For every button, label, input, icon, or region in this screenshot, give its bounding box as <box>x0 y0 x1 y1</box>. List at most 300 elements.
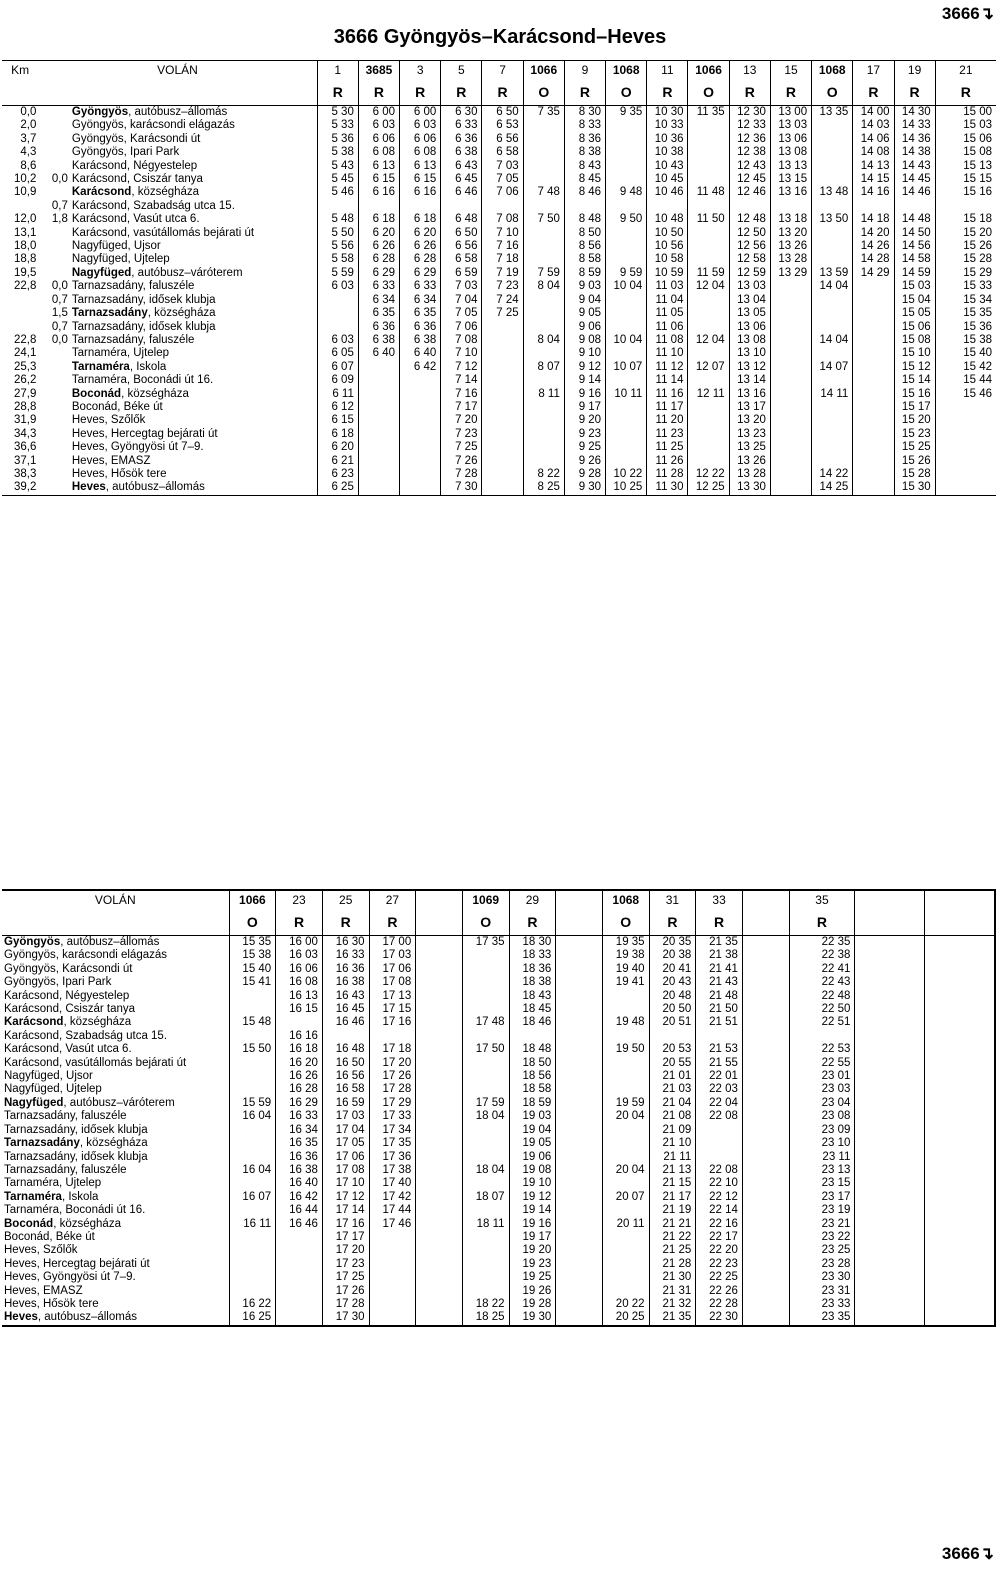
departure-time: 5 58 <box>317 253 358 266</box>
departure-time: 13 04 <box>729 294 770 307</box>
departure-time: 15 50 <box>229 1043 276 1056</box>
departure-time <box>925 1231 995 1244</box>
departure-time: 9 03 <box>564 280 605 293</box>
departure-time: 15 38 <box>229 949 276 962</box>
departure-time <box>688 200 729 213</box>
stop-name-main: Heves <box>71 481 106 494</box>
departure-time <box>812 160 853 173</box>
departure-time: 13 03 <box>770 119 811 132</box>
departure-time: 19 06 <box>509 1151 556 1164</box>
departure-time: 19 23 <box>509 1258 556 1271</box>
km-value: 12,0 <box>13 213 37 226</box>
departure-time: 14 43 <box>894 160 935 173</box>
departure-time: 15 41 <box>229 976 276 989</box>
departure-time <box>482 374 523 387</box>
departure-time <box>358 374 399 387</box>
departure-time: 13 30 <box>729 481 770 495</box>
departure-time: 10 33 <box>647 119 688 132</box>
departure-time <box>742 1311 789 1325</box>
departure-time <box>742 990 789 1003</box>
train-number: 25 <box>322 890 369 911</box>
km-value <box>2 307 38 320</box>
train-number: 3685 <box>358 61 399 82</box>
departure-time <box>742 1003 789 1016</box>
departure-time: 6 15 <box>358 173 399 186</box>
stop-name-main: Nagyfüged, Újtelep <box>71 253 170 266</box>
departure-time: 22 23 <box>696 1258 743 1271</box>
km-branch-value: 1,5 <box>51 307 68 320</box>
departure-time <box>812 240 853 253</box>
departure-time: 16 25 <box>229 1311 276 1325</box>
departure-time <box>523 321 564 334</box>
departure-time: 15 23 <box>894 428 935 441</box>
departure-time <box>482 455 523 468</box>
stop-name-main: Karácsond, Szabadság utca 15. <box>71 199 235 212</box>
departure-time: 15 35 <box>935 307 996 320</box>
departure-time: 18 04 <box>462 1164 509 1177</box>
train-number <box>742 890 789 911</box>
km-value: 31,9 <box>13 414 37 427</box>
departure-time <box>853 334 894 347</box>
stop-name <box>70 388 317 401</box>
stop-name <box>2 1204 229 1217</box>
stop-name <box>2 1110 229 1123</box>
departure-time: 14 36 <box>894 133 935 146</box>
departure-time: 11 48 <box>688 186 729 199</box>
departure-time: 16 08 <box>276 976 323 989</box>
departure-time <box>770 321 811 334</box>
departure-time: 20 35 <box>649 936 696 950</box>
departure-time: 6 42 <box>400 361 441 374</box>
km-branch-value <box>38 240 70 253</box>
train-number: 7 <box>482 61 523 82</box>
stop-name-main: Tarnazsadány, faluszéle <box>71 280 195 293</box>
departure-time: 14 11 <box>812 388 853 401</box>
departure-time <box>400 455 441 468</box>
stop-name <box>70 361 317 374</box>
km-value: 8,6 <box>20 159 37 172</box>
departure-time <box>462 1258 509 1271</box>
stop-name <box>2 1124 229 1137</box>
departure-time <box>523 401 564 414</box>
departure-time <box>602 1124 649 1137</box>
departure-time <box>855 1298 925 1311</box>
departure-time <box>742 1043 789 1056</box>
departure-time <box>812 321 853 334</box>
departure-time <box>462 1151 509 1164</box>
stop-name-main: Heves, Szőlők <box>4 1244 78 1257</box>
departure-time: 17 30 <box>322 1311 369 1325</box>
train-number: 23 <box>276 890 323 911</box>
departure-time <box>229 1137 276 1150</box>
departure-time <box>482 361 523 374</box>
service-type <box>742 911 789 936</box>
departure-time: 15 00 <box>935 106 996 120</box>
departure-time: 11 05 <box>647 307 688 320</box>
stop-name-main: Boconád <box>71 387 122 400</box>
train-number: 1066 <box>229 890 276 911</box>
departure-time: 6 40 <box>358 347 399 360</box>
departure-time <box>556 1057 603 1070</box>
train-number: 1068 <box>606 61 647 82</box>
stop-name-main: Nagyfüged, Újsor <box>71 240 161 253</box>
departure-time: 12 50 <box>729 227 770 240</box>
departure-time <box>229 1231 276 1244</box>
departure-time: 10 36 <box>647 133 688 146</box>
departure-time: 7 10 <box>441 347 482 360</box>
departure-time <box>770 294 811 307</box>
departure-time: 6 53 <box>482 119 523 132</box>
departure-time: 15 44 <box>935 374 996 387</box>
stop-name-suffix: , autóbusz–állomás <box>60 936 160 948</box>
stop-name <box>70 186 317 199</box>
stop-name-main: Karácsond, Vasút utca 6. <box>71 213 200 226</box>
departure-time <box>523 253 564 266</box>
departure-time: 11 12 <box>647 361 688 374</box>
departure-time: 13 17 <box>729 401 770 414</box>
departure-time: 11 04 <box>647 294 688 307</box>
departure-time <box>556 1218 603 1231</box>
timetable-row <box>2 119 996 132</box>
stop-name <box>2 1298 229 1311</box>
departure-time <box>855 1218 925 1231</box>
departure-time: 9 14 <box>564 374 605 387</box>
departure-time <box>742 1244 789 1257</box>
stop-name <box>70 468 317 481</box>
departure-time <box>556 1097 603 1110</box>
departure-time <box>855 1285 925 1298</box>
timetable-row <box>2 1070 995 1083</box>
departure-time: 20 51 <box>649 1016 696 1029</box>
timetable-row <box>2 1177 995 1190</box>
departure-time <box>770 334 811 347</box>
departure-time <box>696 1124 743 1137</box>
departure-time: 10 50 <box>647 227 688 240</box>
departure-time: 21 17 <box>649 1191 696 1204</box>
stop-name-main: Gyöngyös, Karácsondi út <box>71 132 201 145</box>
km-value: 36,6 <box>13 441 37 454</box>
km-branch-value <box>38 267 70 280</box>
departure-time <box>770 361 811 374</box>
train-number: 11 <box>647 61 688 82</box>
service-type: R <box>649 911 696 936</box>
departure-time <box>688 294 729 307</box>
departure-time: 10 25 <box>606 481 647 495</box>
train-number: 35 <box>789 890 855 911</box>
departure-time <box>696 1137 743 1150</box>
stop-name-suffix: , községháza <box>131 186 200 199</box>
departure-time: 23 31 <box>789 1285 855 1298</box>
departure-time <box>855 1164 925 1177</box>
departure-time: 13 08 <box>729 334 770 347</box>
stop-name-main: Heves <box>4 1311 38 1324</box>
departure-time: 7 06 <box>482 186 523 199</box>
departure-time: 6 45 <box>441 173 482 186</box>
departure-time <box>812 401 853 414</box>
timetable-row <box>2 1151 995 1164</box>
departure-time: 17 48 <box>462 1016 509 1029</box>
departure-time: 13 20 <box>729 414 770 427</box>
departure-time <box>647 200 688 213</box>
departure-time <box>688 173 729 186</box>
departure-time <box>688 428 729 441</box>
departure-time: 7 14 <box>441 374 482 387</box>
stop-name-main: Karácsond, vasútállomás bejárati út <box>71 226 255 239</box>
departure-time: 6 46 <box>441 186 482 199</box>
departure-time: 8 43 <box>564 160 605 173</box>
departure-time: 7 28 <box>441 468 482 481</box>
departure-time <box>696 1151 743 1164</box>
departure-time: 12 11 <box>688 388 729 401</box>
departure-time: 21 13 <box>649 1164 696 1177</box>
departure-time: 14 22 <box>812 468 853 481</box>
departure-time <box>606 455 647 468</box>
departure-time: 12 43 <box>729 160 770 173</box>
departure-time: 7 48 <box>523 186 564 199</box>
departure-time: 23 03 <box>789 1083 855 1096</box>
stop-name-main: Tarnaméra, Boconádi út 16. <box>4 1204 146 1217</box>
departure-time: 8 38 <box>564 146 605 159</box>
stop-name-main: Gyöngyös, Karácsondi út <box>4 962 133 975</box>
departure-time <box>556 1164 603 1177</box>
departure-time: 23 10 <box>789 1137 855 1150</box>
departure-time: 15 16 <box>894 388 935 401</box>
km-branch-value <box>38 455 70 468</box>
departure-time: 13 06 <box>770 133 811 146</box>
departure-time: 21 41 <box>696 963 743 976</box>
departure-time: 13 48 <box>812 186 853 199</box>
stop-name <box>70 213 317 226</box>
departure-time <box>812 414 853 427</box>
departure-time: 21 15 <box>649 1177 696 1190</box>
departure-time <box>462 1030 509 1043</box>
departure-time: 19 20 <box>509 1244 556 1257</box>
departure-time <box>556 1191 603 1204</box>
departure-time: 18 04 <box>462 1110 509 1123</box>
departure-time: 6 58 <box>441 253 482 266</box>
stop-name <box>2 949 229 962</box>
departure-time: 9 30 <box>564 481 605 495</box>
departure-time: 14 03 <box>853 119 894 132</box>
departure-time <box>462 1271 509 1284</box>
departure-time: 6 33 <box>441 119 482 132</box>
departure-time: 16 28 <box>276 1083 323 1096</box>
km-value: 19,5 <box>13 266 37 279</box>
departure-time: 15 06 <box>894 321 935 334</box>
departure-time: 14 50 <box>894 227 935 240</box>
departure-time: 15 25 <box>894 441 935 454</box>
departure-time <box>358 414 399 427</box>
departure-time: 14 04 <box>812 334 853 347</box>
route-number-top: 3666↴ <box>941 4 994 23</box>
departure-time: 15 13 <box>935 160 996 173</box>
timetable-row <box>2 441 996 454</box>
departure-time <box>606 401 647 414</box>
train-number: 1066 <box>688 61 729 82</box>
departure-time: 23 33 <box>789 1298 855 1311</box>
departure-time: 16 40 <box>276 1177 323 1190</box>
departure-time: 23 09 <box>789 1124 855 1137</box>
departure-time: 8 25 <box>523 481 564 495</box>
departure-time: 12 46 <box>729 186 770 199</box>
departure-time <box>812 146 853 159</box>
departure-time: 15 28 <box>894 468 935 481</box>
departure-time: 6 15 <box>400 173 441 186</box>
km-value: 10,9 <box>13 186 37 199</box>
train-number: 21 <box>935 61 996 82</box>
departure-time: 22 20 <box>696 1244 743 1257</box>
departure-time: 20 25 <box>602 1311 649 1325</box>
service-type: R <box>441 81 482 106</box>
departure-time <box>523 227 564 240</box>
departure-time <box>742 936 789 950</box>
departure-time <box>556 1258 603 1271</box>
km-branch-value: 0,7 <box>51 320 68 333</box>
stop-name-main: Tarnazsadány <box>71 307 148 320</box>
timetable-row <box>2 334 996 347</box>
departure-time <box>812 307 853 320</box>
departure-time <box>416 990 463 1003</box>
route-number-bottom: 3666↴ <box>941 1544 994 1563</box>
departure-time: 7 06 <box>441 321 482 334</box>
departure-time <box>606 119 647 132</box>
departure-time: 21 38 <box>696 949 743 962</box>
timetable-row <box>2 173 996 186</box>
km-value: 27,9 <box>13 387 37 400</box>
departure-time: 11 50 <box>688 213 729 226</box>
departure-time: 7 59 <box>523 267 564 280</box>
departure-time: 6 00 <box>358 106 399 120</box>
departure-time: 5 45 <box>317 173 358 186</box>
departure-time <box>369 1258 416 1271</box>
departure-time <box>229 1244 276 1257</box>
train-number: 3 <box>400 61 441 82</box>
km-branch-value <box>38 401 70 414</box>
departure-time: 21 28 <box>649 1258 696 1271</box>
departure-time: 15 36 <box>935 321 996 334</box>
departure-time: 7 16 <box>441 388 482 401</box>
departure-time: 17 16 <box>322 1218 369 1231</box>
departure-time: 14 48 <box>894 213 935 226</box>
departure-time <box>742 1151 789 1164</box>
service-type: R <box>509 911 556 936</box>
departure-time: 16 06 <box>276 963 323 976</box>
departure-time <box>925 1043 995 1056</box>
departure-time: 16 38 <box>276 1164 323 1177</box>
departure-time <box>317 307 358 320</box>
departure-time: 18 46 <box>509 1016 556 1029</box>
km-value: 18,8 <box>13 253 37 266</box>
departure-time: 16 07 <box>229 1191 276 1204</box>
departure-time: 21 11 <box>649 1151 696 1164</box>
train-number: 13 <box>729 61 770 82</box>
departure-time: 9 50 <box>606 213 647 226</box>
departure-time: 14 26 <box>853 240 894 253</box>
departure-time: 6 13 <box>400 160 441 173</box>
departure-time: 6 15 <box>317 414 358 427</box>
departure-time: 22 04 <box>696 1097 743 1110</box>
departure-time <box>523 374 564 387</box>
departure-time: 11 28 <box>647 468 688 481</box>
stop-name <box>2 936 229 950</box>
departure-time: 11 25 <box>647 441 688 454</box>
train-number: 33 <box>696 890 743 911</box>
departure-time: 7 05 <box>441 307 482 320</box>
departure-time: 17 25 <box>322 1271 369 1284</box>
departure-time: 12 59 <box>729 267 770 280</box>
service-type: R <box>696 911 743 936</box>
departure-time <box>688 455 729 468</box>
departure-time: 15 05 <box>894 307 935 320</box>
departure-time <box>688 227 729 240</box>
timetable-row <box>2 1271 995 1284</box>
departure-time <box>742 1137 789 1150</box>
departure-time <box>606 347 647 360</box>
departure-time <box>853 307 894 320</box>
departure-time: 6 29 <box>358 267 399 280</box>
timetable-row <box>2 401 996 414</box>
departure-time: 23 19 <box>789 1204 855 1217</box>
stop-name-main: Karácsond, Csiszár tanya <box>71 173 203 186</box>
departure-time: 20 22 <box>602 1298 649 1311</box>
departure-time: 17 42 <box>369 1191 416 1204</box>
departure-time: 8 58 <box>564 253 605 266</box>
departure-time: 14 30 <box>894 106 935 120</box>
departure-time: 16 46 <box>276 1218 323 1231</box>
departure-time: 12 04 <box>688 334 729 347</box>
departure-time <box>602 1244 649 1257</box>
timetable-row <box>2 347 996 360</box>
timetable-row <box>2 414 996 427</box>
departure-time: 6 34 <box>358 294 399 307</box>
stop-name <box>2 1258 229 1271</box>
stop-name-main: Gyöngyös, karácsondi elágazás <box>71 119 235 132</box>
departure-time: 16 22 <box>229 1298 276 1311</box>
departure-time <box>855 1204 925 1217</box>
departure-time: 22 03 <box>696 1083 743 1096</box>
departure-time <box>606 294 647 307</box>
departure-time: 22 01 <box>696 1070 743 1083</box>
departure-time <box>606 414 647 427</box>
service-type: R <box>482 81 523 106</box>
departure-time <box>229 1204 276 1217</box>
stop-name-main: Nagyfüged, Újtelep <box>4 1083 102 1096</box>
departure-time: 6 50 <box>441 227 482 240</box>
departure-time: 15 17 <box>894 401 935 414</box>
departure-time <box>400 428 441 441</box>
departure-time <box>416 1016 463 1029</box>
departure-time <box>770 468 811 481</box>
departure-time: 15 10 <box>894 347 935 360</box>
stop-name-suffix: , autóbusz–váróterem <box>131 266 243 279</box>
departure-time: 19 30 <box>509 1311 556 1325</box>
departure-time <box>925 1016 995 1029</box>
departure-time <box>606 227 647 240</box>
departure-time: 20 38 <box>649 949 696 962</box>
departure-time <box>742 1097 789 1110</box>
departure-time: 17 28 <box>369 1083 416 1096</box>
departure-time: 5 56 <box>317 240 358 253</box>
departure-time: 6 13 <box>358 160 399 173</box>
departure-time <box>925 1137 995 1150</box>
departure-time: 6 30 <box>441 106 482 120</box>
service-type-row <box>2 81 996 106</box>
departure-time <box>523 240 564 253</box>
departure-time: 21 50 <box>696 1003 743 1016</box>
departure-time: 16 03 <box>276 949 323 962</box>
departure-time <box>606 160 647 173</box>
timetable-row <box>2 294 996 307</box>
